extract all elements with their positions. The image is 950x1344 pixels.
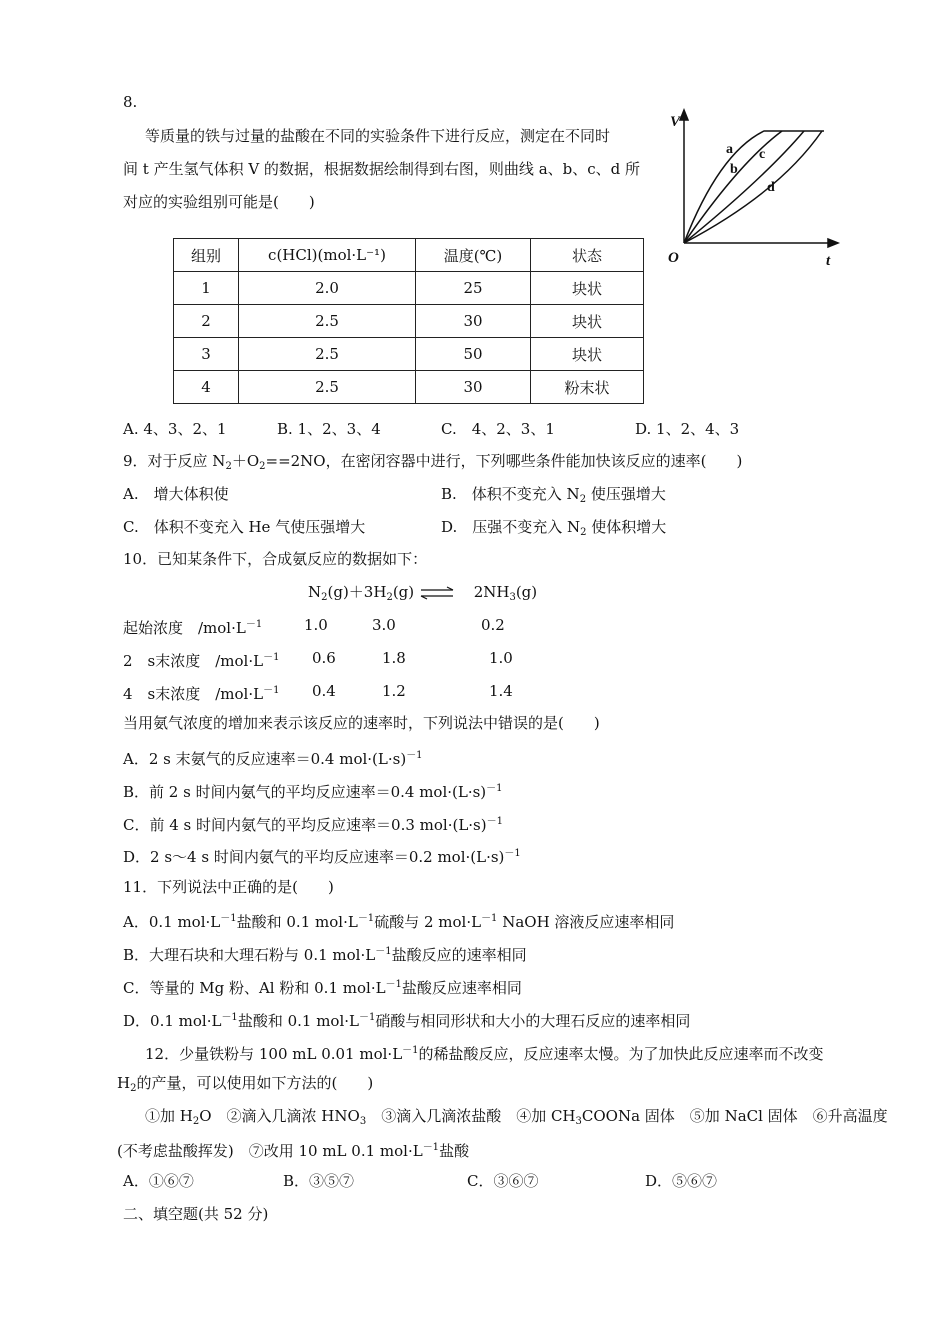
q12-stem-line2: $H_2$的产量，可以使用如下方法的( ) — [117, 1074, 374, 1094]
curve-c — [684, 131, 804, 243]
q8-text-line2: 间 t 产生氢气体积 V 的数据，根据数据绘制得到右图，则曲线 a、b、c、d 所 — [123, 160, 641, 178]
q9-option-d: D. 压强不变充入 $N_2$ 使体积增大 — [441, 518, 667, 538]
curve-label-c: c — [759, 147, 766, 162]
q10-row-4s-nh3: 1.4 — [489, 682, 513, 700]
y-axis-arrow — [680, 110, 688, 120]
q12-option-a: A．①⑥⑦ — [123, 1172, 194, 1190]
table-row — [174, 272, 644, 305]
origin-label: O — [668, 250, 679, 266]
q10-row-initial-n2: 1.0 — [304, 616, 328, 634]
section-heading-fill-in: 二、填空题(共 52 分) — [123, 1205, 269, 1223]
q8-volume-time-graph — [664, 108, 844, 268]
q10-row-initial-h2: 3.0 — [372, 616, 396, 634]
table-header-cell: 组别 — [174, 239, 239, 272]
table-header-cell: 温度(℃) — [416, 239, 531, 272]
table-row — [174, 305, 644, 338]
q12-stem-line1: 12．少量铁粉与 100 mL 0.01 $mol\cdot L^{-1}$的稀盐酸反应，反应速率太慢。为了加快此反应速率而不改变 — [145, 1045, 824, 1063]
table-header-cell: c(HCl)(mol·L⁻¹) — [239, 239, 416, 272]
table-cell: 30 — [416, 305, 531, 338]
curve-label-b: b — [730, 162, 738, 177]
q10-option-b: B．前 2 s 时间内氨气的平均反应速率＝0.4 $mol\cdot(L\cdot s)^{-1}$ — [123, 783, 503, 801]
q10-equation: $N_2(g)+3H_2(g)$ $2NH_3(g)$ — [308, 583, 538, 603]
q8-option-a: A. 4、3、2、1 — [123, 420, 227, 438]
table-cell: 3 — [174, 338, 239, 371]
q10-option-c: C．前 4 s 时间内氨气的平均反应速率＝0.3 $mol\cdot(L\cdot s)^{-1}$ — [123, 816, 503, 834]
q12-items-line2: (不考虑盐酸挥发) ⑦改用 10 mL 0.1 $mol\cdot L^{-1}$盐酸 — [117, 1142, 470, 1160]
table-cell: 50 — [416, 338, 531, 371]
q8-number: 8. — [123, 93, 138, 111]
curve-label-d: d — [767, 180, 775, 195]
q11-option-d: D．0.1 $mol\cdot L^{-1}$盐酸和 0.1 $mol\cdot L^{-1}$硝酸与相同形状和大小的大理石反应的速率相同 — [123, 1012, 691, 1030]
table-cell: 块状 — [531, 338, 644, 371]
table-cell: 2.5 — [239, 371, 416, 404]
table-cell: 块状 — [531, 305, 644, 338]
q10-option-a: A．2 s 末氨气的反应速率＝0.4 $mol\cdot(L\cdot s)^{-1}$ — [123, 750, 423, 768]
q10-option-d: D．2 s～4 s 时间内氨气的平均反应速率＝0.2 $mol\cdot(L\cdot s)^{-1}$ — [123, 848, 521, 866]
q10-row-2s-h2: 1.8 — [382, 649, 406, 667]
q9-stem: 9．对于反应 $N_2+O_2==2NO$，在密闭容器中进行，下列哪些条件能加快该反应的速率( ) — [123, 452, 743, 472]
table-cell: 块状 — [531, 272, 644, 305]
table-cell: 25 — [416, 272, 531, 305]
q8-option-d: D. 1、2、4、3 — [635, 420, 740, 438]
table-cell: 1 — [174, 272, 239, 305]
y-axis-label: V — [670, 114, 681, 130]
table-cell: 2.5 — [239, 305, 416, 338]
x-axis-label: t — [826, 253, 831, 268]
q12-option-b: B．③⑤⑦ — [283, 1172, 355, 1190]
q12-option-d: D．⑤⑥⑦ — [645, 1172, 718, 1190]
q8-option-c: C. 4、2、3、1 — [441, 420, 555, 438]
q11-stem: 11．下列说法中正确的是( ) — [123, 878, 334, 896]
q12-items-line1: ①加 $H_2O$ ②滴入几滴浓 $HNO_3$ ③滴入几滴浓盐酸 ④加 $CH_3COONa$ 固体 ⑤加 NaCl 固体 ⑥升高温度 — [145, 1107, 888, 1127]
q10-row-initial-nh3: 0.2 — [481, 616, 505, 634]
equilibrium-arrow-icon — [419, 586, 455, 600]
q10-row-initial-label: 起始浓度 $/mol\cdot L^{-1}$ — [123, 619, 263, 637]
x-axis-arrow — [828, 239, 838, 247]
q10-row-2s-n2: 0.6 — [312, 649, 336, 667]
table-cell: 2 — [174, 305, 239, 338]
table-header-cell: 状态 — [531, 239, 644, 272]
q10-row-2s-label: 2 s末浓度 $/mol\cdot L^{-1}$ — [123, 652, 280, 670]
q8-text-line3: 对应的实验组别可能是( ) — [123, 193, 315, 211]
q12-option-c: C．③⑥⑦ — [467, 1172, 539, 1190]
q10-row-4s-h2: 1.2 — [382, 682, 406, 700]
q10-stem: 10．已知某条件下，合成氨反应的数据如下： — [123, 550, 428, 568]
q11-option-a: A．0.1 $mol\cdot L^{-1}$盐酸和 0.1 $mol\cdot L^{-1}$硫酸与 2 $mol\cdot L^{-1}$ NaOH 溶液反应速率相同 — [123, 913, 675, 931]
q10-row-4s-n2: 0.4 — [312, 682, 336, 700]
q9-option-c: C. 体积不变充入 He 气使压强增大 — [123, 518, 366, 536]
q9-option-a: A. 增大体积使 — [123, 485, 229, 503]
q8-data-table — [173, 238, 644, 404]
q10-row-4s-label: 4 s末浓度 $/mol\cdot L^{-1}$ — [123, 685, 280, 703]
q11-option-b: B．大理石块和大理石粉与 0.1 $mol\cdot L^{-1}$盐酸反应的速率相同 — [123, 946, 527, 964]
q10-row-2s-nh3: 1.0 — [489, 649, 513, 667]
table-cell: 4 — [174, 371, 239, 404]
table-cell: 2.5 — [239, 338, 416, 371]
q8-option-b: B. 1、2、3、4 — [277, 420, 381, 438]
table-cell: 2.0 — [239, 272, 416, 305]
table-header-row — [174, 239, 644, 272]
q10-question: 当用氨气浓度的增加来表示该反应的速率时，下列说法中错误的是( ) — [123, 714, 600, 732]
table-row — [174, 371, 644, 404]
q9-option-b: B. 体积不变充入 $N_2$ 使压强增大 — [441, 485, 666, 505]
table-cell: 粉末状 — [531, 371, 644, 404]
q8-text-line1: 等质量的铁与过量的盐酸在不同的实验条件下进行反应，测定在不同时 — [145, 127, 611, 145]
table-row — [174, 338, 644, 371]
q11-option-c: C．等量的 Mg 粉、Al 粉和 0.1 $mol\cdot L^{-1}$盐酸反应速率相同 — [123, 979, 522, 997]
table-cell: 30 — [416, 371, 531, 404]
curve-label-a: a — [726, 142, 733, 157]
